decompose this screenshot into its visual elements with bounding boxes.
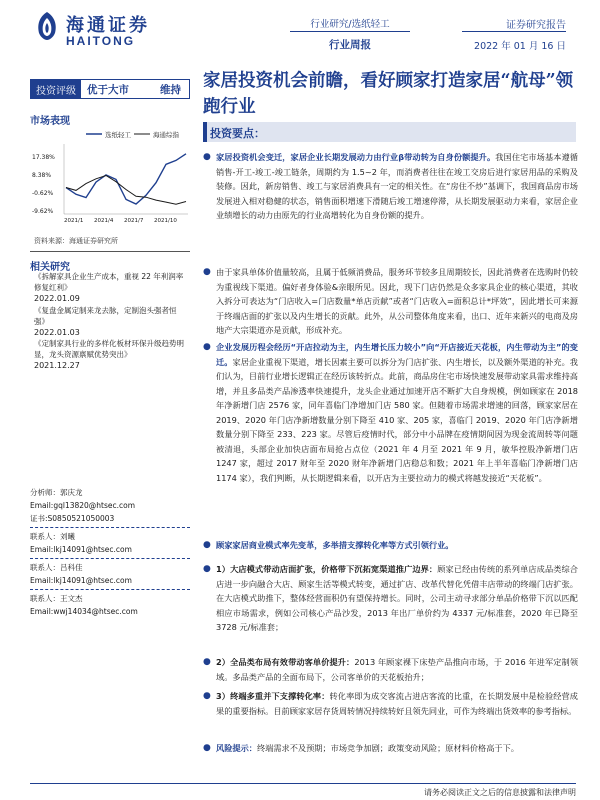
logo-chinese-name: 海通证券 <box>66 15 150 36</box>
related-item-title[interactable]: 《复盘金属定制来龙去脉，定制泡头强者恒强》 <box>34 306 177 326</box>
key-point-paragraph <box>216 150 578 223</box>
bullet-icon: ● <box>203 743 211 753</box>
header-divider <box>462 31 566 32</box>
x-tick-label: 2021/7 <box>124 218 144 224</box>
bullet-icon: ● <box>203 564 211 574</box>
rating-box <box>30 79 190 99</box>
key-point-lead: 1）大店模式带动店面扩张，价格带下沉拓宽渠道推广边界： <box>216 564 438 574</box>
key-point-paragraph <box>216 340 578 485</box>
market-performance-heading: 市场表现 <box>30 116 70 127</box>
chart-source: 资料来源：海通证券研究所 <box>34 237 118 245</box>
x-tick-label: 2021/1 <box>64 218 84 224</box>
chart-legend <box>86 130 180 139</box>
key-point-body: 我国住宅市场基本遵循销售-开工-竣工-竣工链条，周期约为 1.5~2 年，而消费者往往在竣工交房后进行家居用品的采购及装修。因此，新房销售、竣工与家居消费具有一定的相关性。在“房住不炒”基调下，我国商品房市场发展进入相对稳健的状态，销售面积增速下滑随后竣工增速停滞，从长期发展驱动力来看，家居企业业绩增长的动力由原先的行业高增转化为自身份额的提升。 <box>216 152 578 220</box>
related-item[interactable] <box>34 305 184 338</box>
rating-value: 优于大市 <box>87 83 129 96</box>
report-title: 家居投资机会前瞻，看好顾家打造家居“航母”领跑行业 <box>203 71 574 117</box>
footer-divider <box>30 783 576 784</box>
key-point-body: 终端需求不及预期；市场竞争加剧；政策变动风险；原材料价格高于下。 <box>256 743 519 753</box>
report-date: 2022 年 01 月 16 日 <box>474 41 566 52</box>
key-point-paragraph <box>216 655 578 684</box>
analyst-contacts <box>30 486 190 618</box>
related-item-title[interactable]: 《拆解家具企业生产成本，重视 22 年利润率修复红利》 <box>34 272 184 292</box>
key-point-paragraph <box>216 265 578 338</box>
bullet-icon: ● <box>203 342 211 352</box>
market-performance-chart <box>30 126 190 231</box>
analyst-email[interactable]: Email:lkj14091@htsec.com <box>30 576 132 585</box>
analyst-name: 联系人：王文杰 <box>30 594 83 603</box>
related-item-date: 2022.01.03 <box>34 328 80 337</box>
related-item-title[interactable]: 《定制家具行业的多样化板材环保升级趋势明显，龙头资源禀赋优势突出》 <box>34 339 184 359</box>
key-point-lead: 3）终端多重并下支撑转化率： <box>216 691 330 701</box>
report-type: 证券研究报告 <box>506 20 566 31</box>
key-point-body: 由于家具单体价值量较高，且属于低频消费品，服务环节较多且周期较长，因此消费者在选购时仍较为重视线下渠道。偏好者身体验&亲眼所见。因此，现下门店仍然是众多家具企业的核心渠道，其收入拆分可表达为“门店收入=门店数量*单店贡献”或者“门店收入=面积总计*坪效”，因此增长可来源于终端店面的扩张以及内生增长的贡献。此外，从公司整体角度来看，出口、近年来新兴的电商及房地产大宗渠道亦是贡献，形成补充。 <box>216 267 578 335</box>
legend-label-series-1: 海通综指 <box>153 131 179 139</box>
report-category: 行业研究/选纸轻工 <box>310 19 390 30</box>
key-point-body: 2013 年顾家裸下床垫产品推向市场，于 2016 年进军定制领域。多品类产品的全面布局下，公司客单价的天花板抬升； <box>216 657 579 682</box>
related-research-heading: 相关研究 <box>30 262 70 273</box>
key-point-lead: 风险提示： <box>216 743 257 753</box>
x-tick-label: 2021/4 <box>94 218 114 224</box>
analyst-email[interactable]: Email:wwj14034@htsec.com <box>30 607 138 616</box>
analyst-divider <box>30 527 190 528</box>
analyst-name: 联系人：刘曦 <box>30 532 75 541</box>
bullet-icon: ● <box>203 691 211 701</box>
analyst-email[interactable]: Email:gql13820@htsec.com <box>30 501 136 510</box>
key-point-body: 家居企业重视下渠道，增长因素主要可以拆分为门店扩张、内生增长，以及额外渠道的补充。我们认为，目前行业增长逻辑正在经历该转折点。此前，商品房住宅市场快速发展带动家具需求维持高增，并且多品类产品渗透率快速提升，龙头企业通过加速开店不断扩大自身规模，例如顾家在 2018 年净新增门店 2576 家，同年喜临门净增加门店 580 家。但随着市场需求增速的回落，顾家家居在 2019、2020 年门店净新增数量分别下降至 410 家、205 家，喜临门 2019、2020 年门店净新增数量分别下降至 233、223 家。尽管后疫情时代，部分中小品牌在疫情期间因为现金流周转等问题被清退，头部企业加快店面布局抢占点位（2021 年 4 月至 2021 年 9 月，敏华控股净新增门店 1247 家，超过 2017 财年至 2020 财年净新增门店稳总和数；2021 年上半年喜临门净新增门店 1174 家），我们判断，从长期逻辑来看，以开店为主要拉动力的模式将越发接近“天花板”。 <box>216 356 578 483</box>
chart-series-line-0 <box>66 154 186 204</box>
analyst-divider <box>30 558 190 559</box>
analyst-name: 分析师：郭庆龙 <box>30 488 83 497</box>
sidebar-divider <box>30 251 190 252</box>
x-tick-label: 2021/10 <box>154 218 177 224</box>
key-point-paragraph <box>216 538 578 553</box>
analyst-cert: 证书:S0850521050003 <box>30 514 115 523</box>
bullet-icon: ● <box>203 657 211 667</box>
disclaimer-note: 请务必阅读正文之后的信息披露和法律声明 <box>424 788 576 797</box>
key-point-lead: 企业发展历程会经历“开店拉动为主，内生增长压力较小”向“开店接近天花板，内生带动为主”的变迁。 <box>216 342 578 367</box>
related-item-date: 2022.01.09 <box>34 294 80 303</box>
key-points-heading: 投资要点： <box>210 127 265 140</box>
haitong-logo-icon <box>34 11 60 41</box>
rating-stance: 维持 <box>160 83 181 96</box>
bullet-icon: ● <box>203 540 211 550</box>
report-kind: 行业周报 <box>329 39 371 51</box>
key-point-body: 转化率即为成交客流占进店客流的比重，在长期发展中是检验经营成果的重要指标。目前顾家家居存货周转情况持续转好且领先同业，可作为终端出货效率的参考指标。 <box>216 691 578 716</box>
logo-english-name: HAITONG <box>66 34 136 48</box>
key-point-lead: 2）全品类布局有效带动客单价提升： <box>216 657 355 667</box>
analyst-divider <box>30 589 190 590</box>
y-tick-label: 8.38% <box>32 172 52 179</box>
analyst-email[interactable]: Email:lkj14091@htsec.com <box>30 545 132 554</box>
legend-label-series-0: 选纸轻工 <box>105 131 131 139</box>
rating-label: 投资评级 <box>31 80 81 98</box>
key-point-lead: 家居投资机会变迁，家居企业长期发展动力由行业β带动转为自身份额提升。 <box>216 152 496 162</box>
bullet-icon: ● <box>203 267 211 277</box>
key-point-paragraph <box>216 689 578 718</box>
bullet-icon: ● <box>203 152 211 162</box>
analyst-name: 联系人：吕科佳 <box>30 563 83 572</box>
related-item[interactable] <box>34 338 184 371</box>
chart-series-group <box>66 154 186 204</box>
key-point-paragraph <box>216 741 578 756</box>
related-item-date: 2021.12.27 <box>34 361 80 370</box>
key-point-body: 顾家已经由传统的系列单店成品类综合店进一步向融合大店、顾家生活等模式转变，通过扩店、改革代替化凭借丰店带动的终端门店扩张。在大店模式助推下，整体经营面积仍有望保持增长。同时，公司主动寻求部分单品价格带下沉以匹配相应市场需求，例如公司核心产品沙发，2013 年出厂单价约为 4337 元/标准套，2020 年已降至 3728 元/标准套； <box>216 564 578 632</box>
y-tick-label: 17.38% <box>32 154 55 161</box>
y-tick-label: -9.62% <box>32 208 54 215</box>
y-tick-label: -0.62% <box>32 190 54 197</box>
related-item[interactable] <box>34 271 184 304</box>
key-point-lead: 顾家家居商业模式率先变革，多举措支撑转化率等方式引领行业。 <box>216 540 454 550</box>
header-divider <box>290 31 410 32</box>
key-point-paragraph <box>216 562 578 635</box>
